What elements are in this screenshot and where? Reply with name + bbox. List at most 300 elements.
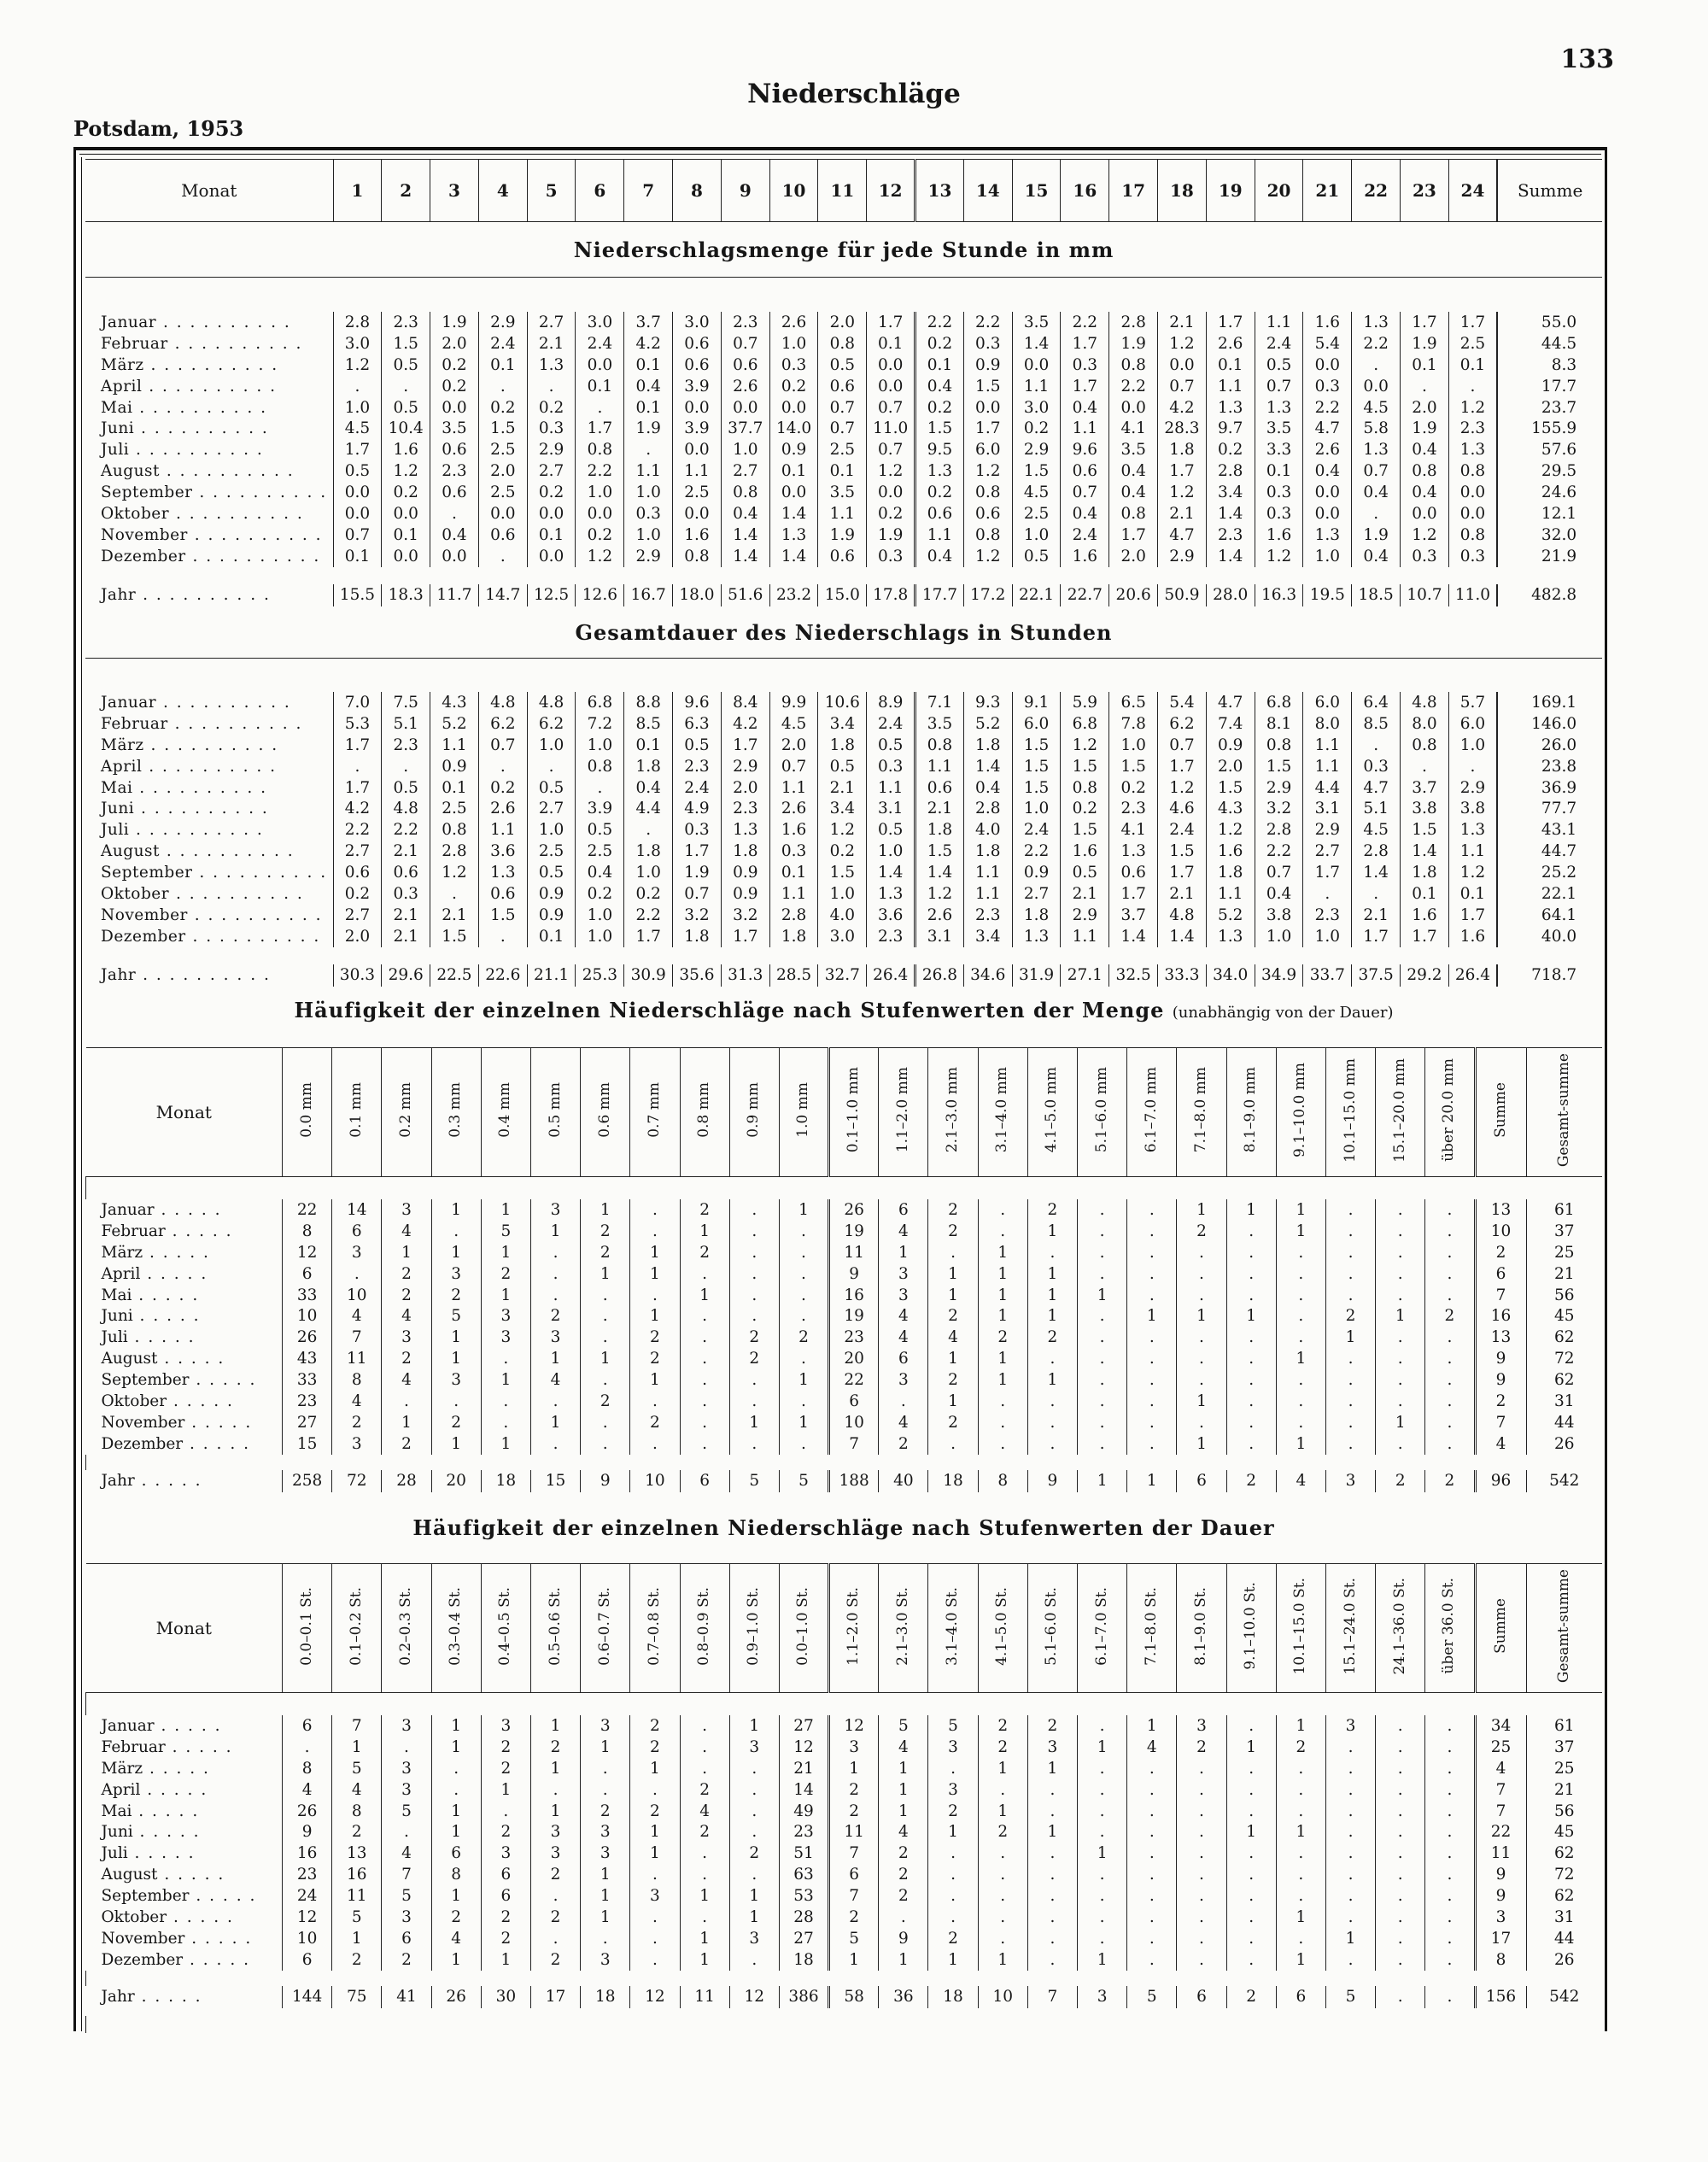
class-column-header: [283, 1564, 332, 1693]
month-label: Oktober . . . . .: [101, 1392, 234, 1410]
count-value: 1: [431, 1737, 481, 1758]
count-value: .: [1425, 1433, 1475, 1455]
hour-value: 0.2: [478, 777, 527, 799]
count-value: .: [680, 1305, 729, 1327]
hour-value: 1.5: [1401, 819, 1449, 841]
gap-row: [85, 947, 1602, 964]
count-value: .: [1226, 1758, 1276, 1779]
count-value: .: [680, 1327, 729, 1348]
count-value: .: [1127, 1885, 1177, 1907]
count-value: .: [530, 1928, 580, 1949]
month-label: Mai . . . . .: [101, 1286, 200, 1304]
count-value: 37: [1526, 1737, 1602, 1758]
hour-value: 0.2: [430, 376, 479, 397]
hour-value: 0.4: [915, 546, 964, 567]
count-value: .: [1376, 1242, 1425, 1263]
hour-value: 3.7: [1401, 777, 1449, 799]
year-count: 3: [1078, 1986, 1127, 2008]
class-column-label: 9.1–10.0 St.: [1242, 1582, 1260, 1670]
count-value: 3: [879, 1285, 928, 1306]
hour-value: 2.3: [382, 735, 430, 756]
hour-value: 1.0: [333, 397, 382, 419]
count-value: .: [1226, 1864, 1276, 1885]
count-value: .: [1425, 1737, 1475, 1758]
count-value: .: [1276, 1327, 1325, 1348]
dot-leader: . . . . . . . . . .: [185, 927, 321, 946]
hour-value: 1.1: [673, 460, 722, 482]
count-value: 12: [283, 1907, 332, 1928]
count-value: .: [1078, 1327, 1127, 1348]
class-column-header: [1376, 1048, 1425, 1177]
spacer-row: [85, 278, 1602, 313]
hour-value: 1.3: [1303, 524, 1352, 546]
hour-value: 1.6: [382, 439, 430, 460]
hour-value: 2.6: [769, 798, 818, 819]
count-value: 45: [1526, 1821, 1602, 1843]
count-value: .: [1226, 1433, 1276, 1455]
count-value: .: [1425, 1221, 1475, 1242]
hour-value: 0.6: [721, 354, 769, 376]
hour-value: 1.3: [1448, 439, 1497, 460]
count-value: .: [729, 1369, 779, 1391]
count-value: 2: [382, 1348, 431, 1369]
count-value: 2: [530, 1949, 580, 1971]
count-value: .: [729, 1864, 779, 1885]
hour-value: 0.2: [1109, 777, 1158, 799]
count-value: .: [1127, 1843, 1177, 1864]
hour-value: .: [478, 926, 527, 947]
hour-value: 1.4: [1206, 503, 1255, 524]
row-sum: 22.1: [1497, 883, 1602, 905]
count-value: 3: [382, 1907, 431, 1928]
divider: [85, 658, 1602, 659]
count-value: 1: [1226, 1821, 1276, 1843]
spacer: [85, 278, 1602, 313]
count-value: .: [1127, 1821, 1177, 1843]
hour-value: 0.1: [1401, 883, 1449, 905]
count-value: .: [1226, 1949, 1276, 1971]
hour-column-header: 2: [382, 160, 430, 222]
year-count: .: [1376, 1986, 1425, 2008]
freq-header-row: [86, 1048, 1603, 1177]
table-row: [86, 1821, 1603, 1843]
count-value: 4: [879, 1327, 928, 1348]
count-value: 1: [630, 1821, 680, 1843]
hour-value: 6.2: [527, 713, 576, 735]
count-value: 51: [779, 1843, 828, 1864]
count-value: .: [1325, 1737, 1375, 1758]
hour-value: 1.7: [624, 926, 673, 947]
month-label: September . . . . . . . . . .: [101, 483, 328, 502]
class-column-label: 5.1–6.0 St.: [1043, 1586, 1061, 1666]
count-value: 1: [1226, 1305, 1276, 1327]
hour-value: 6.0: [1303, 692, 1352, 713]
hour-value: 0.2: [527, 397, 576, 419]
month-label: August . . . . . . . . . .: [101, 842, 295, 861]
count-value: .: [1425, 1885, 1475, 1907]
count-value: .: [1078, 1821, 1127, 1843]
year-value: 29.6: [382, 964, 430, 987]
count-value: .: [1276, 1885, 1325, 1907]
hour-value: 4.0: [818, 905, 867, 926]
hour-value: 0.4: [1401, 482, 1449, 503]
count-value: .: [1425, 1348, 1475, 1369]
year-value: 34.0: [1206, 964, 1255, 987]
year-count: 258: [283, 1470, 332, 1492]
hour-value: 0.6: [818, 376, 867, 397]
hour-value: 0.1: [527, 926, 576, 947]
table-row: [85, 735, 1602, 756]
hour-value: 0.2: [915, 397, 964, 419]
hour-value: .: [1352, 503, 1401, 524]
hour-value: 0.9: [1206, 735, 1255, 756]
hour-value: 1.5: [818, 862, 867, 883]
count-value: .: [1127, 1433, 1177, 1455]
station-year: Potsdam, 1953: [73, 116, 244, 141]
hour-column-header: 20: [1255, 160, 1303, 222]
hour-value: 5.3: [333, 713, 382, 735]
count-value: 1: [1027, 1369, 1077, 1391]
count-value: .: [1127, 1348, 1177, 1369]
hour-value: 0.9: [963, 354, 1012, 376]
hour-value: .: [478, 756, 527, 777]
hour-value: 0.7: [769, 756, 818, 777]
count-value: 1: [1177, 1305, 1226, 1327]
year-count: 5: [1325, 1986, 1375, 2008]
count-value: 1: [1376, 1412, 1425, 1433]
count-value: 1: [481, 1949, 530, 1971]
table-row: [86, 1779, 1603, 1801]
hour-value: 2.8: [430, 841, 479, 862]
dot-leader: . . . . .: [167, 1907, 234, 1926]
count-value: 5: [879, 1715, 928, 1737]
hour-value: 1.4: [963, 756, 1012, 777]
hour-value: 1.6: [1206, 841, 1255, 862]
count-value: 1: [978, 1801, 1027, 1822]
count-value: .: [1177, 1928, 1226, 1949]
hour-value: 0.4: [624, 376, 673, 397]
hour-value: 1.7: [867, 312, 915, 333]
hour-value: 1.3: [769, 524, 818, 546]
count-value: 1: [382, 1412, 431, 1433]
hour-value: 4.7: [1206, 692, 1255, 713]
count-value: 1: [1078, 1285, 1127, 1306]
count-value: .: [1376, 1715, 1425, 1737]
count-value: 49: [779, 1801, 828, 1822]
count-value: .: [1078, 1928, 1127, 1949]
hour-value: 0.0: [673, 503, 722, 524]
count-value: 5: [382, 1885, 431, 1907]
count-value: .: [1425, 1242, 1475, 1263]
table-row: [86, 1369, 1603, 1391]
hour-value: 0.5: [333, 460, 382, 482]
hour-value: 0.5: [576, 819, 624, 841]
count-value: 1: [978, 1285, 1027, 1306]
hour-value: 3.5: [915, 713, 964, 735]
count-value: .: [1325, 1199, 1375, 1221]
count-value: 1: [431, 1801, 481, 1822]
count-value: 2: [928, 1369, 978, 1391]
count-value: .: [1177, 1285, 1226, 1306]
total-column-header: [1526, 1048, 1602, 1177]
hour-value: 1.7: [1206, 312, 1255, 333]
hour-column-header: 21: [1303, 160, 1352, 222]
count-value: 10: [283, 1305, 332, 1327]
hour-value: 1.0: [576, 926, 624, 947]
hour-value: 1.2: [963, 546, 1012, 567]
year-count: 6: [1276, 1986, 1325, 2008]
hour-value: 3.4: [818, 798, 867, 819]
count-value: .: [530, 1242, 580, 1263]
year-count: 12: [729, 1986, 779, 2008]
hour-value: 1.1: [624, 460, 673, 482]
count-value: .: [1127, 1412, 1177, 1433]
count-value: .: [1425, 1779, 1475, 1801]
dot-leader: . . . . . . . . . .: [167, 334, 303, 353]
hour-value: .: [1448, 756, 1497, 777]
count-value: 1: [581, 1907, 630, 1928]
count-value: 19: [829, 1305, 879, 1327]
hour-value: 1.5: [915, 418, 964, 439]
hour-value: 0.1: [430, 777, 479, 799]
year-sum: 718.7: [1497, 964, 1602, 987]
count-value: 2: [928, 1305, 978, 1327]
dot-leader: . . . . .: [143, 1759, 210, 1778]
hour-value: 0.5: [527, 862, 576, 883]
hour-value: 1.8: [624, 756, 673, 777]
sum-column-label: Summe: [1491, 1598, 1509, 1654]
hour-value: 1.3: [1206, 397, 1255, 419]
count-value: .: [1325, 1907, 1375, 1928]
hour-value: 3.0: [333, 333, 382, 354]
count-value: .: [1276, 1843, 1325, 1864]
count-value: 1: [978, 1348, 1027, 1369]
month-column-header: Monat: [85, 160, 333, 222]
count-value: .: [581, 1928, 630, 1949]
count-value: 4: [928, 1327, 978, 1348]
count-value: .: [1226, 1348, 1276, 1369]
year-count: 9: [1027, 1470, 1077, 1492]
count-value: .: [530, 1885, 580, 1907]
hour-value: 2.5: [1012, 503, 1061, 524]
class-column-label: 0.7 mm: [645, 1082, 663, 1138]
count-value: 1: [729, 1907, 779, 1928]
hour-value: 1.2: [1061, 735, 1109, 756]
count-value: .: [1027, 1412, 1077, 1433]
hour-value: 1.3: [1109, 841, 1158, 862]
class-column-label: 15.1–20.0 mm: [1390, 1058, 1408, 1163]
count-value: 37: [1526, 1221, 1602, 1242]
month-label: März . . . . .: [101, 1243, 210, 1262]
hour-value: 1.1: [1303, 756, 1352, 777]
count-value: 4: [382, 1221, 431, 1242]
hour-value: 2.0: [1401, 397, 1449, 419]
hour-value: 2.9: [624, 546, 673, 567]
count-value: .: [1376, 1801, 1425, 1822]
count-value: .: [1376, 1843, 1425, 1864]
count-value: 3: [382, 1199, 431, 1221]
page-number: 133: [1560, 44, 1614, 74]
dot-leader: . . . . .: [157, 1866, 225, 1884]
hour-value: 1.4: [915, 862, 964, 883]
hour-value: 9.9: [769, 692, 818, 713]
hour-value: 1.6: [1061, 841, 1109, 862]
hour-value: 2.1: [1352, 905, 1401, 926]
year-value: 50.9: [1158, 584, 1207, 606]
count-value: 62: [1526, 1327, 1602, 1348]
hour-value: 10.4: [382, 418, 430, 439]
gap-row: [86, 1971, 1603, 1986]
dot-leader: . . . . .: [132, 1802, 200, 1820]
hour-value: 1.7: [333, 735, 382, 756]
count-value: 1: [879, 1758, 928, 1779]
hour-value: 4.5: [769, 713, 818, 735]
year-value: 34.9: [1255, 964, 1303, 987]
table-row: [85, 841, 1602, 862]
count-value: .: [1276, 1242, 1325, 1263]
table-row: [86, 1433, 1603, 1455]
dot-leader: . . . . .: [184, 1413, 253, 1432]
hour-value: 0.6: [673, 333, 722, 354]
hour-value: 0.0: [1303, 503, 1352, 524]
year-value: 12.6: [576, 584, 624, 606]
month-label: April . . . . .: [101, 1264, 208, 1283]
hour-value: 0.8: [963, 524, 1012, 546]
hour-value: 2.4: [1061, 524, 1109, 546]
dot-leader: . . . . . . . . . .: [187, 905, 323, 924]
year-count: 12: [630, 1986, 680, 2008]
count-value: 5: [431, 1305, 481, 1327]
count-value: 8: [332, 1369, 382, 1391]
count-value: 2: [829, 1779, 879, 1801]
count-value: 22: [283, 1199, 332, 1221]
class-column-header: [283, 1048, 332, 1177]
hour-value: 1.2: [1158, 482, 1207, 503]
count-value: .: [1276, 1864, 1325, 1885]
year-value: 18.5: [1352, 584, 1401, 606]
count-value: 2: [581, 1242, 630, 1263]
count-value: .: [680, 1263, 729, 1285]
hour-value: 1.2: [576, 546, 624, 567]
count-value: 5: [829, 1928, 879, 1949]
count-value: 7: [829, 1885, 879, 1907]
hour-value: 4.2: [624, 333, 673, 354]
year-count: 3: [1325, 1470, 1375, 1492]
count-value: .: [630, 1907, 680, 1928]
table-row: [85, 333, 1602, 354]
amount-table: [85, 159, 1602, 606]
count-value: 3: [332, 1242, 382, 1263]
class-column-header: [729, 1048, 779, 1177]
hour-value: 4.4: [1303, 777, 1352, 799]
count-value: 25: [1526, 1758, 1602, 1779]
hour-value: 0.3: [1255, 503, 1303, 524]
hour-value: 1.1: [1206, 376, 1255, 397]
count-value: 6: [1475, 1263, 1526, 1285]
count-value: 1: [978, 1758, 1027, 1779]
month-label: Oktober . . . . . . . . . .: [101, 884, 304, 903]
count-value: 1: [630, 1305, 680, 1327]
count-value: 7: [332, 1715, 382, 1737]
hour-value: 7.2: [576, 713, 624, 735]
count-value: 1: [1177, 1433, 1226, 1455]
hour-value: 1.7: [721, 926, 769, 947]
count-value: .: [1127, 1864, 1177, 1885]
month-column-header: Monat: [86, 1048, 283, 1177]
hour-value: 1.8: [963, 735, 1012, 756]
year-count: 542: [1526, 1986, 1602, 2008]
table-row: [85, 439, 1602, 460]
month-label: Januar . . . . . . . . . .: [101, 693, 291, 712]
hour-value: 1.7: [1061, 333, 1109, 354]
count-value: .: [779, 1433, 828, 1455]
count-value: 9: [283, 1821, 332, 1843]
hour-value: 2.5: [673, 482, 722, 503]
hour-value: 0.1: [576, 376, 624, 397]
dot-leader: . . . . . . . . . .: [143, 735, 279, 754]
hour-value: 2.2: [576, 460, 624, 482]
count-value: 3: [581, 1949, 630, 1971]
hour-value: 0.2: [1061, 798, 1109, 819]
hour-value: 0.0: [769, 482, 818, 503]
count-value: 9: [1475, 1348, 1526, 1369]
count-value: .: [1425, 1928, 1475, 1949]
count-value: 62: [1526, 1369, 1602, 1391]
count-value: 1: [978, 1949, 1027, 1971]
hour-value: 2.2: [963, 312, 1012, 333]
count-value: 1: [680, 1285, 729, 1306]
count-value: .: [630, 1779, 680, 1801]
count-value: 1: [332, 1928, 382, 1949]
row-sum: 77.7: [1497, 798, 1602, 819]
count-value: .: [1425, 1949, 1475, 1971]
dot-leader: . . . . . . . . . .: [159, 842, 295, 861]
count-value: .: [680, 1348, 729, 1369]
count-value: 1: [431, 1821, 481, 1843]
table-row: [85, 756, 1602, 777]
count-value: 26: [1526, 1433, 1602, 1455]
count-value: 31: [1526, 1907, 1602, 1928]
dot-leader: . . . . .: [140, 1780, 208, 1799]
hour-value: 0.1: [624, 354, 673, 376]
hour-value: 2.2: [1255, 841, 1303, 862]
hour-column-header: 22: [1352, 160, 1401, 222]
month-label: Juli . . . . .: [101, 1844, 196, 1863]
hour-value: 0.8: [576, 439, 624, 460]
hour-value: 2.1: [430, 905, 479, 926]
count-value: 1: [978, 1242, 1027, 1263]
count-value: 14: [332, 1199, 382, 1221]
hour-value: 6.2: [478, 713, 527, 735]
hour-value: 6.8: [1255, 692, 1303, 713]
hour-value: 0.5: [1012, 546, 1061, 567]
count-value: 44: [1526, 1412, 1602, 1433]
hour-value: 0.8: [1401, 460, 1449, 482]
year-count: 2: [1425, 1470, 1475, 1492]
hour-value: 0.7: [1352, 460, 1401, 482]
table-row: [86, 1348, 1603, 1369]
class-column-header: [1177, 1048, 1226, 1177]
year-label: Jahr . . . . . . . . . .: [101, 586, 271, 605]
hour-value: 0.0: [769, 397, 818, 419]
hour-value: 3.2: [1255, 798, 1303, 819]
hour-value: 2.7: [333, 841, 382, 862]
hour-value: 1.7: [1109, 883, 1158, 905]
hour-value: 2.3: [1303, 905, 1352, 926]
count-value: 1: [431, 1199, 481, 1221]
count-value: 24: [283, 1885, 332, 1907]
count-value: 2: [630, 1737, 680, 1758]
